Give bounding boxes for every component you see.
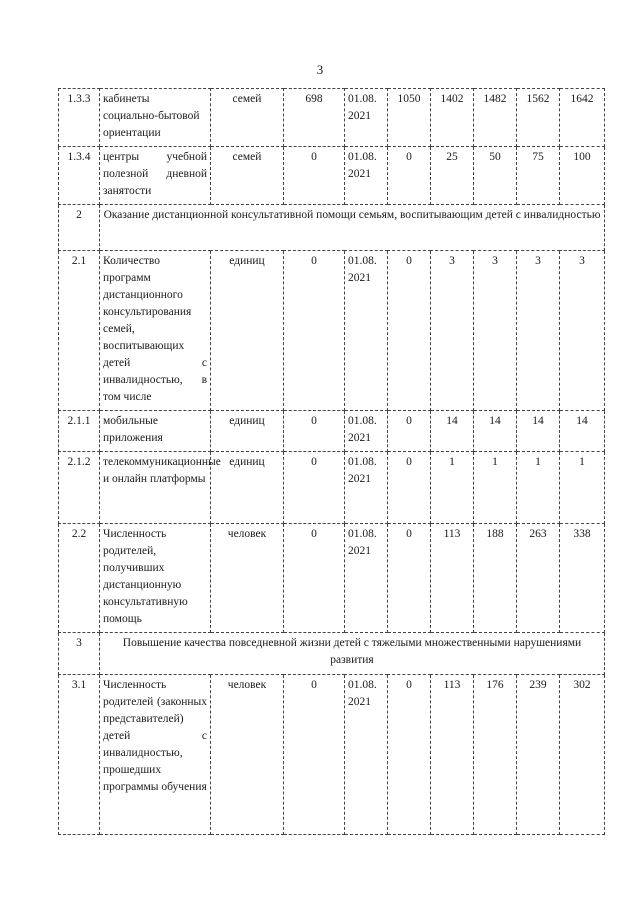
table-row: [59, 524, 605, 633]
item-number-cell: 2.2: [59, 524, 100, 633]
base-date-cell: 01.08. 2021: [345, 411, 388, 452]
value-cell-3: 14: [474, 411, 517, 452]
indicator-table: [58, 88, 605, 835]
base-value-cell: 0: [284, 524, 345, 633]
item-number-cell: 2.1: [59, 251, 100, 411]
unit-cell: единиц: [211, 251, 284, 411]
section-row: [59, 633, 605, 675]
value-cell-5: 1: [560, 452, 605, 524]
value-cell-4: 3: [517, 251, 560, 411]
base-value-cell: 0: [284, 411, 345, 452]
indicator-name-cell: Численность родителей, получивших дистанционную консультативную помощь: [100, 524, 211, 633]
base-date-cell: 01.08. 2021: [345, 89, 388, 147]
value-cell-5: 338: [560, 524, 605, 633]
base-date-cell: 01.08. 2021: [345, 524, 388, 633]
section-title-cell: Повышение качества повседневной жизни детей с тяжелыми множественными нарушениями развития: [100, 633, 605, 675]
value-cell-3: 1: [474, 452, 517, 524]
value-cell-1: 0: [388, 675, 431, 835]
table-row: [59, 147, 605, 205]
value-cell-4: 14: [517, 411, 560, 452]
value-cell-5: 100: [560, 147, 605, 205]
value-cell-2: 1: [431, 452, 474, 524]
item-number-cell: 2.1.1: [59, 411, 100, 452]
item-number-cell: 1.3.3: [59, 89, 100, 147]
section-row: [59, 205, 605, 251]
value-cell-2: 14: [431, 411, 474, 452]
unit-cell: единиц: [211, 411, 284, 452]
base-date-cell: 01.08. 2021: [345, 147, 388, 205]
value-cell-5: 3: [560, 251, 605, 411]
section-title-cell: Оказание дистанционной консультативной помощи семьям, воспитывающим детей с инвалидностью: [100, 205, 605, 251]
value-cell-3: 1482: [474, 89, 517, 147]
value-cell-4: 239: [517, 675, 560, 835]
item-number-cell: 2.1.2: [59, 452, 100, 524]
indicator-name-cell: кабинеты социально-бытовой ориентации: [100, 89, 211, 147]
table-row: [59, 675, 605, 835]
base-date-cell: 01.08. 2021: [345, 452, 388, 524]
section-number-cell: 3: [59, 633, 100, 675]
table-row: [59, 251, 605, 411]
value-cell-3: 3: [474, 251, 517, 411]
value-cell-1: 0: [388, 147, 431, 205]
base-value-cell: 698: [284, 89, 345, 147]
value-cell-4: 1: [517, 452, 560, 524]
unit-cell: человек: [211, 675, 284, 835]
indicator-name-cell: Количество программ дистанционного консультирования семей, воспитывающих детей с инвалидностью, в том числе: [100, 251, 211, 411]
unit-cell: человек: [211, 524, 284, 633]
value-cell-4: 1562: [517, 89, 560, 147]
page-number: 3: [316, 62, 324, 77]
value-cell-4: 75: [517, 147, 560, 205]
item-number-cell: 3.1: [59, 675, 100, 835]
table-row: [59, 452, 605, 524]
value-cell-2: 25: [431, 147, 474, 205]
indicator-name-cell: Численность родителей (законных представителей) детей с инвалидностью, прошедших программы обучения: [100, 675, 211, 835]
base-value-cell: 0: [284, 251, 345, 411]
base-date-cell: 01.08. 2021: [345, 251, 388, 411]
value-cell-5: 14: [560, 411, 605, 452]
value-cell-3: 176: [474, 675, 517, 835]
unit-cell: семей: [211, 147, 284, 205]
unit-cell: единиц: [211, 452, 284, 524]
value-cell-2: 113: [431, 675, 474, 835]
value-cell-2: 113: [431, 524, 474, 633]
base-date-cell: 01.08. 2021: [345, 675, 388, 835]
value-cell-1: 0: [388, 251, 431, 411]
value-cell-5: 1642: [560, 89, 605, 147]
table-row: [59, 411, 605, 452]
table-row: [59, 89, 605, 147]
unit-cell: семей: [211, 89, 284, 147]
indicator-name-cell: мобильные приложения: [100, 411, 211, 452]
value-cell-3: 188: [474, 524, 517, 633]
indicator-name-cell: центры учебной полезной дневной занятости: [100, 147, 211, 205]
item-number-cell: 1.3.4: [59, 147, 100, 205]
value-cell-4: 263: [517, 524, 560, 633]
value-cell-1: 0: [388, 524, 431, 633]
value-cell-3: 50: [474, 147, 517, 205]
value-cell-1: 1050: [388, 89, 431, 147]
section-number-cell: 2: [59, 205, 100, 251]
value-cell-1: 0: [388, 411, 431, 452]
value-cell-2: 1402: [431, 89, 474, 147]
value-cell-2: 3: [431, 251, 474, 411]
value-cell-1: 0: [388, 452, 431, 524]
base-value-cell: 0: [284, 452, 345, 524]
base-value-cell: 0: [284, 147, 345, 205]
indicator-name-cell: телекоммуникационные и онлайн платформы: [100, 452, 211, 524]
value-cell-5: 302: [560, 675, 605, 835]
base-value-cell: 0: [284, 675, 345, 835]
